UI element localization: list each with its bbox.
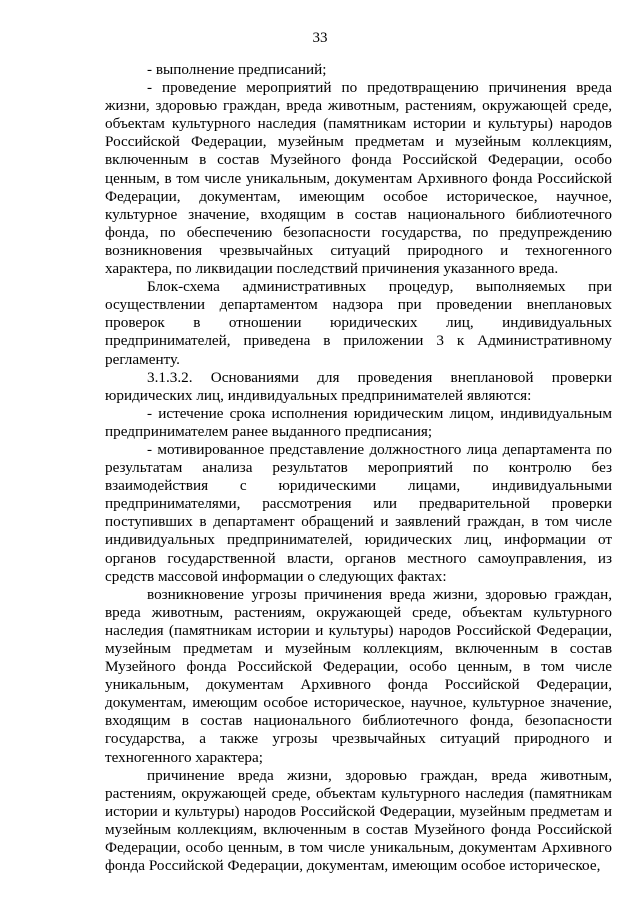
paragraph-fulfillment-orders: - выполнение предписаний; <box>147 61 327 78</box>
paragraph-flowchart-reference: Блок-схема административных процедур, выполняемых при осуществлении департаментом надзора при проведении внеплановых проверок в отношении юридических лиц, индивидуальных предпринимателей, приведена в приложении 3 к Административному регламенту. <box>105 278 612 368</box>
paragraph-harm-prevention: - проведение мероприятий по предотвращению причинения вреда жизни, здоровью граждан, вреда животным, растениям, окружающей среде, объектам культурного наследия (памятникам истории и культуры) народов Российской Федерации, музейным предметам и музейным коллекциям, включенным в состав Музейного фонда Российской Федерации, особо ценным, в том числе уникальным, документам Архивного фонда Российской Федерации, документам, имеющим особое историческое, научное, культурное значение, входящим в состав национального библиотечного фонда, по обеспечению безопасности государства, по предупреждению возникновения чрезвычайных ситуаций природного и техногенного характера, по ликвидации последствий причинения указанного вреда. <box>105 79 612 278</box>
page-body <box>105 61 612 875</box>
page-number: 33 <box>312 30 328 46</box>
paragraph-threat-of-harm: возникновение угрозы причинения вреда жизни, здоровью граждан, вреда животным, растениям, окружающей среде, объектам культурного наследия (памятникам истории и культуры) народов Российской Федерации, музейным предметам и музейным коллекциям, включенным в состав Музейного фонда Российской Федерации, особо ценным, в том числе уникальным, документам Архивного фонда Российской Федерации, документам, имеющим особое историческое, научное, культурное значение, входящим в состав национального библиотечного фонда, безопасности государства, а также угрозы чрезвычайных ситуаций природного и техногенного характера; <box>105 585 612 766</box>
paragraph-motivated-submission: - мотивированное представление должностного лица департамента по результатам анализа результатов мероприятий по контролю без взаимодействия с юридическими лицами, индивидуальными предпринимателями, рассмотрения или предварительной проверки поступивших в департамент обращений и заявлений граждан, в том числе индивидуальных предпринимателей, юридических лиц, информации от органов государственной власти, органов местного самоуправления, из средств массовой информации о следующих фактах: <box>105 440 612 585</box>
paragraph-order-deadline: - истечение срока исполнения юридическим лицом, индивидуальным предпринимателем ранее выданного предписания; <box>105 404 612 440</box>
paragraph-section-3-1-3-2: 3.1.3.2. Основаниями для проведения внеплановой проверки юридических лиц, индивидуальных предпринимателей являются: <box>105 368 612 404</box>
paragraph-harm-caused: причинение вреда жизни, здоровью граждан, вреда животным, растениям, окружающей среде, объектам культурного наследия (памятникам истории и культуры) народов Российской Федерации, музейным предметам и музейным коллекциям, включенным в состав Музейного фонда Российской Федерации, особо ценным, в том числе уникальным, документам Архивного фонда Российской Федерации, документам, имеющим особое историческое, <box>105 766 612 875</box>
